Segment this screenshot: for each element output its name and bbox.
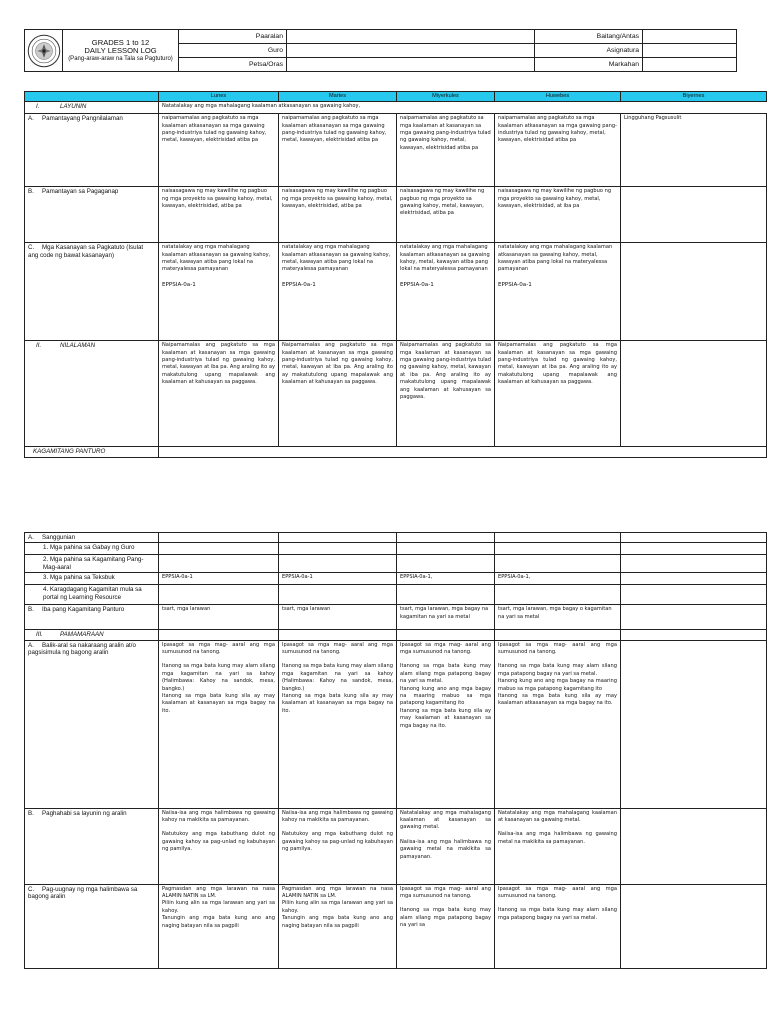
paghahabi-lunes: Naiisa-isa ang mga halimbawa ng gawaing kahoy na makikita sa pamayanan. Natutukoy ang mga kabuthang dulot ng gawaing kahoy sa pag-unlad ng kabuhayan ng pamilya. [159,808,279,884]
baitang-label: Baitang/Antas [535,30,643,44]
day-huwebes: Huwebes [495,92,621,102]
log-title: GRADES 1 to 12 DAILY LESSON LOG (Pang-araw-araw na Tala sa Pagtuturo) [63,30,179,72]
balik-aral-huwebes: Ipasagot sa mga mag- aaral ang mga sumusunod na tanong. Itanong sa mga bata kung may alam silang mga patapong bagay na yari sa metal. Itanong kung ano ang mga bagay na maaring mabuo sa mga patapong kagamitang ito Itanong sa mga bata kung sila ay may kaalaman atkasanayan sa mga bagay na ito. [495,640,621,808]
markahan-label: Markahan [535,58,643,72]
gabay-row [25,543,767,555]
teksbuk-miyerkules: EPPSIA-0a-1, [397,573,495,585]
row-c-miyerkules: natatalakay ang mga mahalagang kaalaman atkasanayan sa gawaing kahoy, metal, kawayan atiba pang lokal na materyalessa pamayanan EPPSIA-0a-1 [397,243,495,341]
lesson-log-table-page1 [24,91,767,458]
competency-code: EPPSIA-0a-1 [498,281,532,288]
pag-uugnay-martes: Pagmasdan ang mga larawan na nasa ALAMIN NATIN sa LM. Piliin kung alin sa mga larawan ang yari sa kahoy. Tanungin ang mga bata kung ano ang naging batayan nila sa pagpili [279,884,397,968]
pag-uugnay-lunes: Pagmasdan ang mga larawan na nasa ALAMIN NATIN sa LM. Piliin kung alin sa mga larawan ang yari sa kahoy. Tanungin ang mga bata kung ano ang naging batayan nila sa pagpili [159,884,279,968]
nilalaman-row [25,341,767,447]
gabay-label: 1. Mga pahina sa Gabay ng Guro [25,543,159,555]
row-a-lunes: naipamamalas ang pagkatuto sa mga kaalaman atkasanayan sa mga gawaing pang-industriya tulad ng gawaing kahoy, metal, kawayan, elektrisidad atiba pa [159,114,279,187]
kagamitang-pang-mag-aaral-row [25,555,767,573]
paghahabi-label: B. Paghahabi sa layunin ng aralin [25,808,159,884]
competency-code: EPPSIA-0a-1 [400,281,434,288]
nilalaman-biyernes [621,341,767,447]
guro-label: Guro [179,44,287,58]
header-table [24,29,737,72]
nilalaman-miyerkules: Naipamamalas ang pagkatuto sa mga kaalaman at kasanayan sa mga gawaing pang-industriya tulad ng gawaing kahoy, metal, kawayan at iba pa. Ang araling ito ay makatutulong upang mapalawak ang kaalaman at kahusayan sa paggawa. [397,341,495,447]
asignatura-label: Asignatura [535,44,643,58]
pag-uugnay-huwebes: Ipasagot sa mga mag- aaral ang mga sumusunod na tanong. Itanong sa mga bata kung may alam silang mga patapong bagay na yari sa metal. [495,884,621,968]
lr-portal-row [25,585,767,605]
nilalaman-lunes: Naipamamalas ang pagkatuto sa mga kaalaman at kasanayan sa mga gawaing pang-industriya tulad ng gawaing kahoy, metal, kawayan at iba pa. Ang araling ito ay makatutulong upang mapalawak ang kaalaman at kahusayan sa paggawa. [159,341,279,447]
day-biyernes: Biyernes [621,92,767,102]
deped-seal-cell [25,30,63,72]
pag-uugnay-row [25,884,767,968]
row-a-biyernes: Lingguhang Pagsusulit [621,114,767,187]
balik-aral-row [25,640,767,808]
iba-pang-kagamitan-label: B. Iba pang Kagamitang Panturo [25,605,159,630]
iba-pa-lunes: tsart, mga larawan [159,605,279,630]
pag-uugnay-miyerkules: Ipasagot sa mga mag- aaral ang mga sumusunod na tanong. Itanong sa mga bata kung may alam silang mga patapong bagay na yari sa [397,884,495,968]
markahan-value[interactable] [643,58,737,72]
balik-aral-label: A. Balik-aral sa nakaraang aralin at/o pagsisimula ng bagong aralin [25,640,159,808]
row-a-huwebes: naipamamalas ang pagkatuto sa mga kaalaman atkasanayan sa mga gawaing pang-industriya tulad ng gawaing kahoy, metal, kawayan, elektrisidad atiba pa [495,114,621,187]
nilalaman-label: II. NILALAMAN [25,341,159,447]
lr-portal-label: 4. Karagdagang Kagamitan mula sa portal ng Learning Resource [25,585,159,605]
iba-pa-miyerkules: tsart, mga larawan, mga bagay na kagamitan na yari sa metal [397,605,495,630]
balik-aral-martes: Ipasagot sa mga mag- aaral ang mga sumusunod na tanong. Itanong sa mga bata kung may alam silang mga kagamitan na yari sa kahoy (Halimbawa: Kahoy na sandok, mesa, bangko.) Itanong sa mga bata kung sila ay may kaalaman at kasanayan sa mga bagay na ito. [279,640,397,808]
row-b-biyernes [621,187,767,243]
row-c-label: C. Mga Kasanayan sa Pagkatuto (Isulat ang code ng bawat kasanayan) [25,243,159,341]
balik-aral-lunes: Ipasagot sa mga mag- aaral ang mga sumusunod na tanong. Itanong sa mga bata kung may alam silang mga kagamitan na yari sa kahoy (Halimbawa: Kahoy na sandok, mesa, bangko.) Itanong sa mga bata kung sila ay may kaalaman at kasanayan sa mga bagay na ito. [159,640,279,808]
row-b-martes: naisasagawa ng may kawilihe ng pagbuo ng mga proyekto sa gawaing kahoy, metal, kawayan, elektrisidad, atiba pa [279,187,397,243]
paghahabi-row [25,808,767,884]
pamantayang-pangnilalaman-row [25,114,767,187]
competency-code: EPPSIA-0a-1 [282,281,316,288]
day-lunes: Lunes [159,92,279,102]
iba-pa-huwebes: tsart, mga larawan, mga bagay o kagamitan na yari sa metal [495,605,621,630]
days-header-row [25,92,767,102]
teksbuk-lunes: EPPSIA-0a-1 [159,573,279,585]
layunin-row [25,102,767,114]
sanggunian-label: A. Sanggunian [25,533,159,543]
row-c-martes: natatalakay ang mga mahalagang kaalaman atkasanayan sa gawaing kahoy, metal, kawayan atiba pang lokal na materyalessa pamayanan EPPSIA-0a-1 [279,243,397,341]
lesson-log-table-page2 [24,532,767,969]
teksbuk-huwebes: EPPSIA-0a-1, [495,573,621,585]
pamantayan-sa-pagaganap-row [25,187,767,243]
row-b-lunes: naisasagawa ng may kawilihe ng pagbuo ng mga proyekto sa gawaing kahoy, metal, kawayan, elektrisidad, atiba pa [159,187,279,243]
teksbuk-row [25,573,767,585]
guro-value[interactable] [287,44,535,58]
pag-uugnay-label: C. Pag-uugnay ng mga halimbawa sa bagong aralin [25,884,159,968]
asignatura-value[interactable] [643,44,737,58]
row-a-label: A. Pamantayang Pangnilalaman [25,114,159,187]
row-b-label: B. Pamantayan sa Pagaganap [25,187,159,243]
teksbuk-label: 3. Mga pahina sa Teksbuk [25,573,159,585]
iba-pang-kagamitan-row [25,605,767,630]
day-miyerkules: Miyerkules [397,92,495,102]
kagamitang-pang-mag-aaral-label: 2. Mga pahina sa Kagamitang Pang-Mag-aaral [25,555,159,573]
balik-aral-miyerkules: Ipasagot sa mga mag- aaral ang mga sumusunod na tanong. Itanong sa mga bata kung may alam silang mga patapong bagay na yari sa metal. Itanong kung ano ang mga bagay na maaring mabuo sa mga patapong kagamitang ito Itanong sa mga bata kung sila ay may kaalaman at kasanayan sa mga bagay na ito. [397,640,495,808]
nilalaman-martes: Naipamamalas ang pagkatuto sa mga kaalaman at kasanayan sa mga gawaing pang-industriya tulad ng gawaing kahoy, metal, kawayan at iba pa. Ang araling ito ay makatutulong upang mapalawak ang kaalaman at kahusayan sa paggawa. [279,341,397,447]
layunin-label: I. LAYUNIN [25,102,159,114]
row-c-huwebes: natatalakay ang mga mahalagang kaalaman atkasanayan sa gawaing kahoy, metal, kawayan atiba pang lokal na materyalessa pamayanan EPPSIA-0a-1 [495,243,621,341]
petsa-oras-value[interactable] [287,58,535,72]
day-martes: Martes [279,92,397,102]
row-a-martes: naipamamalas ang pagkatuto sa mga kaalaman atkasanayan sa mga gawaing pang-industriya tulad ng gawaing kahoy, metal, kawayan, elektrisidad atiba pa [279,114,397,187]
row-c-biyernes [621,243,767,341]
competency-code: EPPSIA-0a-1 [162,281,196,288]
iba-pa-martes: tsart, mga larawan [279,605,397,630]
paghahabi-huwebes: Natatalakay ang mga mahalagang kaalaman at kasanayan sa gawaing metal. Naiisa-isa ang mga halimbawa ng gawaing metal na makikita sa pamayanan. [495,808,621,884]
row-b-huwebes: naisasagawa ng may kawilihe ng pagbuo ng mga proyekto sa gawaing kahoy, metal, kawayan, elektrisidad, at iba pa [495,187,621,243]
row-a-miyerkules: naipamamalas ang pagkatuto sa mga kaalaman at kasanayan sa mga gawaing pang-industriya tulad ng gawaing kahoy, metal, kawayan, elektrisidad atiba pa [397,114,495,187]
nilalaman-huwebes: Naipamamalas ang pagkatuto sa mga kaalaman at kasanayan sa mga gawaing pang-industriya tulad ng gawaing kahoy, metal, kawayan at iba pa. Ang araling ito ay makatutulong upang mapalawak ang kaalaman at kahusayan sa paggawa. [495,341,621,447]
pamamaraan-row [25,630,767,640]
deped-seal-icon [27,34,61,68]
kasanayan-sa-pagkatuto-row [25,243,767,341]
baitang-value[interactable] [643,30,737,44]
row-b-miyerkules: naisasagawa ng may kawilihe ng pagbuo ng mga proyekto sa gawaing kahoy, metal, kawayan, elektrisidad, atiba pa [397,187,495,243]
kagamitan-cell [159,447,767,458]
kagamitan-label: KAGAMITANG PANTURO [25,447,159,458]
petsa-oras-label: Petsa/Oras [179,58,287,72]
sanggunian-row [25,533,767,543]
teksbuk-martes: EPPSIA-0a-1 [279,573,397,585]
layunin-text: Natatalakay ang mga mahalagang kaalaman atkasanayan sa gawaing kahoy, [159,102,767,114]
row-c-lunes: natatalakay ang mga mahalagang kaalaman atkasanayan sa gawaing kahoy, metal, kawayan atiba pang lokal na materyalessa pamayanan EPPSIA-0a-1 [159,243,279,341]
paaralan-value[interactable] [287,30,535,44]
kagamitang-panturo-row [25,447,767,458]
corner-cell [25,92,159,102]
paghahabi-martes: Naiisa-isa ang mga halimbawa ng gawaing kahoy na makikita sa pamayanan. Natutukoy ang mga kabuthang dulot ng gawaing kahoy sa pag-unlad ng kabuhayan ng pamilya. [279,808,397,884]
paaralan-label: Paaralan [179,30,287,44]
pamamaraan-label: III. PAMAMARAAN [25,630,159,640]
paghahabi-miyerkules: Natatalakay ang mga mahalagang kaalaman at kasanayan sa gawaing metal. Naiisa-isa ang mga halimbawa ng gawaing metal na makikita sa pamayanan. [397,808,495,884]
